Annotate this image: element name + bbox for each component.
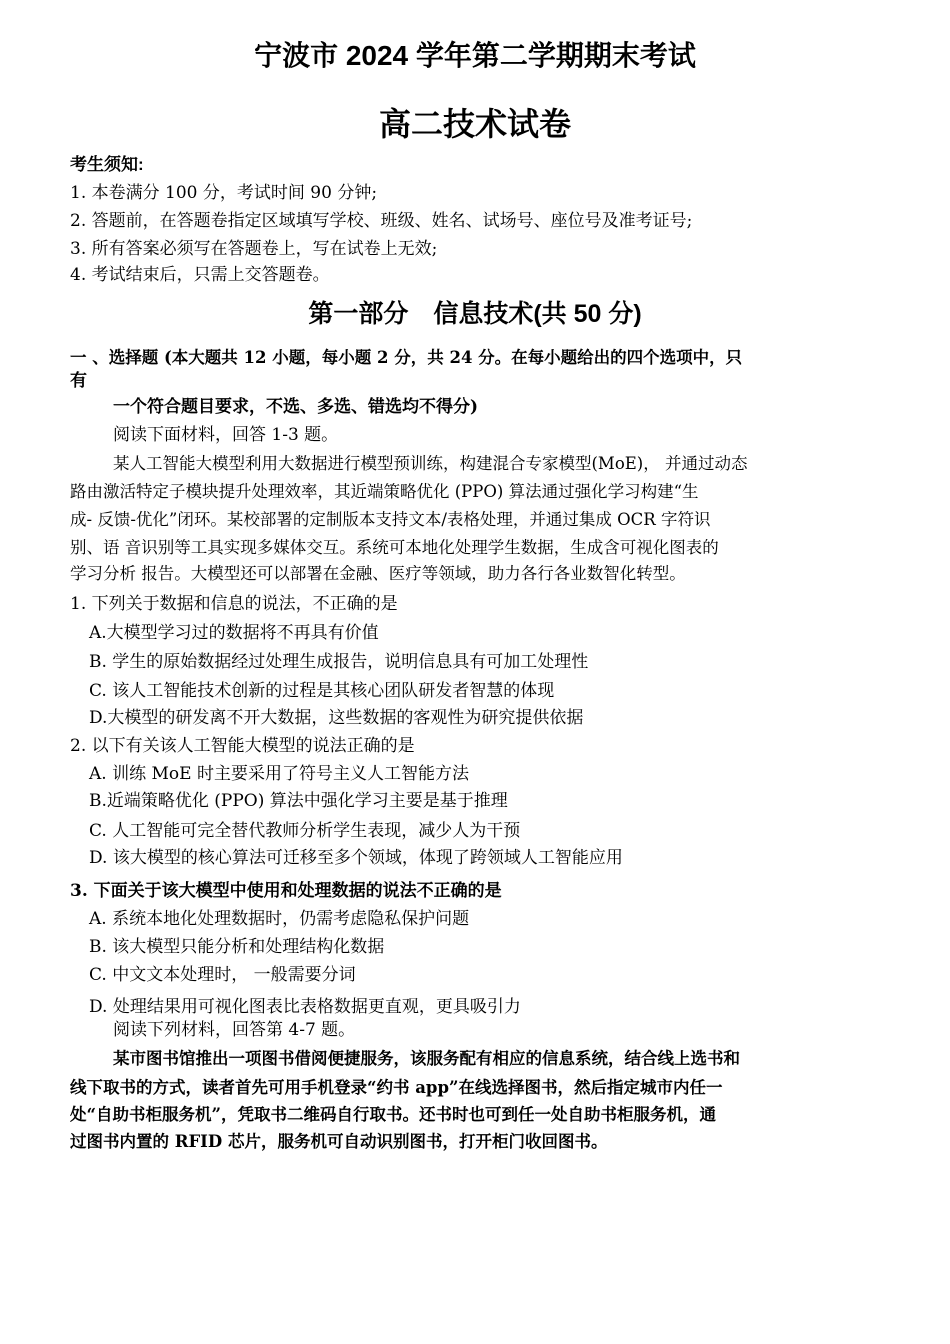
question-option: A. 训练 MoE 时主要采用了符号主义人工智能方法: [89, 764, 469, 784]
section-heading-cont: 一个符合题目要求，不选、多选、错选均不得分): [113, 397, 479, 417]
question-option: B. 学生的原始数据经过处理生成报告，说明信息具有可加工处理性: [89, 652, 589, 672]
notice-item: 3. 所有答案必须写在答题卷上，写在试卷上无效;: [70, 239, 438, 259]
question-option: C. 该人工智能技术创新的过程是其核心团队研发者智慧的体现: [89, 681, 555, 701]
exam-title: 宁波市 2024 学年第二学期期末考试: [254, 40, 696, 71]
material-line: 处“自助书柜服务机”，凭取书二维码自行取书。还书时也可到任一处自助书柜服务机，通: [70, 1105, 716, 1124]
question-option: D. 该大模型的核心算法可迁移至多个领域，体现了跨领域人工智能应用: [89, 848, 623, 868]
exam-subtitle: 高二技术试卷: [378, 106, 571, 142]
material-line: 学习分析 报告。大模型还可以部署在金融、医疗等领域，助力各行各业数智化转型。: [70, 564, 686, 583]
material-line: 路由激活特定子模块提升处理效率，其近端策略优化 (PPO) 算法通过强化学习构建“生: [70, 482, 699, 501]
part-title: 第一部分 信息技术(共 50 分): [308, 300, 642, 328]
notice-heading: 考生须知:: [70, 155, 144, 174]
question-stem: 2. 以下有关该人工智能大模型的说法正确的是: [70, 736, 415, 756]
notice-item: 4. 考试结束后，只需上交答题卷。: [70, 265, 330, 285]
question-option: C. 中文文本处理时， 一般需要分词: [89, 965, 356, 985]
section-heading-cont: 有: [70, 371, 87, 391]
material-line: 过图书内置的 RFID 芯片，服务机可自动识别图书，打开柜门收回图书。: [70, 1132, 608, 1151]
material-intro: 阅读下列材料，回答第 4-7 题。: [113, 1020, 356, 1040]
section-heading: 一 、选择题 (本大题共 12 小题，每小题 2 分，共 24 分。在每小题给出的四个选项中，只: [70, 348, 743, 367]
question-stem: 3. 下面关于该大模型中使用和处理数据的说法不正确的是: [70, 881, 502, 901]
material-line: 成- 反馈-优化”闭环。某校部署的定制版本支持文本/表格处理，并通过集成 OCR 字符识: [70, 510, 711, 529]
material-intro: 阅读下面材料，回答 1-3 题。: [113, 425, 339, 445]
material-line: 线下取书的方式，读者首先可用手机登录“约书 app”在线选择图书，然后指定城市内任一: [70, 1078, 723, 1097]
question-option: A. 系统本地化处理数据时，仍需考虑隐私保护问题: [89, 909, 470, 929]
question-option: B.近端策略优化 (PPO) 算法中强化学习主要是基于推理: [89, 791, 508, 811]
material-line: 某人工智能大模型利用大数据进行模型预训练，构建混合专家模型(MoE)， 并通过动态: [113, 454, 748, 473]
question-option: B. 该大模型只能分析和处理结构化数据: [89, 937, 385, 957]
question-stem: 1. 下列关于数据和信息的说法，不正确的是: [70, 594, 398, 614]
question-option: C. 人工智能可完全替代教师分析学生表现，减少人为干预: [89, 821, 521, 841]
notice-item: 1. 本卷满分 100 分，考试时间 90 分钟;: [70, 183, 378, 203]
question-option: A.大模型学习过的数据将不再具有价值: [89, 623, 379, 643]
material-line: 别、语 音识别等工具实现多媒体交互。系统可本地化处理学生数据，生成含可视化图表的: [70, 538, 719, 557]
question-option: D. 处理结果用可视化图表比表格数据更直观，更具吸引力: [89, 997, 521, 1017]
notice-item: 2. 答题前，在答题卷指定区域填写学校、班级、姓名、试场号、座位号及准考证号;: [70, 211, 693, 231]
material-line: 某市图书馆推出一项图书借阅便捷服务，该服务配有相应的信息系统，结合线上选书和: [113, 1049, 740, 1068]
question-option: D.大模型的研发离不开大数据，这些数据的客观性为研究提供依据: [89, 708, 584, 728]
